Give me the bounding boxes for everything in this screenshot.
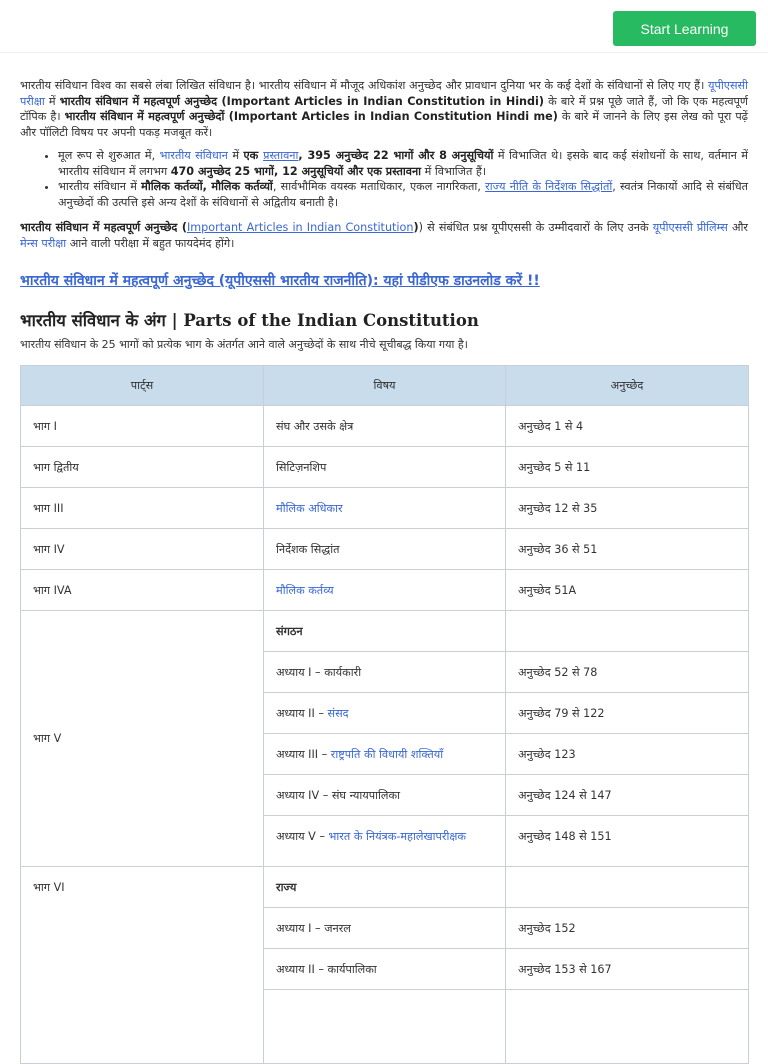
start-learning-button[interactable]: Start Learning	[613, 11, 756, 46]
top-header	[0, 0, 768, 53]
part-cell: भाग IVA	[21, 570, 264, 611]
intro-bold: भारतीय संविधान में महत्वपूर्ण अनुच्छेद (Important Articles in Indian Constitution in Hindi)	[59, 94, 544, 108]
pdf-download-link[interactable]: भारतीय संविधान में महत्वपूर्ण अनुच्छेद (यूपीएससी भारतीय राजनीति): यहां पीडीएफ डाउनलोड करें !!	[20, 273, 540, 289]
intro-text: के बारे में जानने के लिए इस लेख को पूरा पढ़ें और पॉलिटी विषय पर अपनी पकड़ मजबूत करें।	[20, 110, 748, 139]
para-text: आने वाली परीक्षा में बहुत फायदेमंद होंगे।	[66, 236, 235, 250]
para-bold: भारतीय संविधान में महत्वपूर्ण अनुच्छेद (	[20, 221, 187, 234]
bullet-text: , सार्वभौमिक वयस्क मताधिकार, एकल नागरिकता,	[272, 180, 486, 193]
part-cell: भाग द्वितीय	[21, 447, 264, 488]
bullet-text: में विभाजित हैं।	[421, 164, 487, 178]
intro-text: भारतीय संविधान विश्व का सबसे लंबा लिखित संविधान है। भारतीय संविधान में मौजूद अधिकांश अनुच्छेद और प्रावधान दुनिया भर के कई देशों के संविधानों से लिए गए हैं।	[20, 79, 709, 92]
subject-prefix: अध्याय II –	[276, 707, 328, 720]
subject-cell: राज्य	[264, 867, 506, 908]
upsc-exam-link[interactable]: यूपीएससी परीक्षा	[20, 79, 748, 108]
fundamental-duties-link[interactable]: मौलिक कर्तव्य	[276, 584, 334, 597]
articles-cell	[506, 867, 749, 908]
subject-cell	[264, 734, 506, 775]
bullet-bold: मौलिक कर्तव्यों, मौलिक कर्तव्यों	[141, 180, 273, 193]
part-cell: भाग VI	[21, 867, 264, 1064]
bullet-text: , स्वतंत्र निकायों आदि से संबंधित अनुच्छेदों की उत्पत्ति इसे अन्य देशों के संविधानों से अद्वितीय बनाती है।	[58, 180, 748, 209]
subject-prefix: अध्याय III –	[276, 748, 331, 761]
subject-cell: निर्देशक सिद्धांत	[264, 529, 506, 570]
articles-cell: अनुच्छेद 123	[506, 734, 749, 775]
articles-cell: अनुच्छेद 153 से 167	[506, 949, 749, 990]
part-cell: भाग V	[21, 611, 264, 867]
articles-cell: अनुच्छेद 36 से 51	[506, 529, 749, 570]
para-text: ) से संबंधित प्रश्न यूपीएससी के उम्मीदवारों के लिए उनके	[418, 221, 653, 234]
bullet-bold: , 395 अनुच्छेद 22 भागों और 8 अनुसूचियों	[298, 149, 494, 162]
subject-cell: संगठन	[264, 611, 506, 652]
subject-cell	[264, 816, 506, 867]
subject-cell: अध्याय I – कार्यकारी	[264, 652, 506, 693]
bullet-text: में	[227, 149, 244, 162]
column-header-parts: पार्ट्स	[21, 366, 264, 406]
directive-principles-link[interactable]: राज्य नीति के निर्देशक सिद्धांतों	[485, 180, 613, 193]
bullet-text: भारतीय संविधान में	[58, 180, 142, 193]
bullet-bold: 470 अनुच्छेद 25 भागों, 12 अनुसूचियों और एक प्रस्तावना	[170, 164, 422, 178]
facts-list	[20, 148, 748, 210]
articles-cell: अनुच्छेद 124 से 147	[506, 775, 749, 816]
bullet-text: मूल रूप से शुरुआत में,	[58, 149, 160, 162]
subject-cell: अध्याय I – जनरल	[264, 908, 506, 949]
table-row	[21, 867, 749, 908]
mains-exam-link[interactable]: मेन्स परीक्षा	[20, 236, 67, 250]
part-cell: भाग III	[21, 488, 264, 529]
list-item	[58, 148, 748, 179]
subject-cell: सिटिज़नशिप	[264, 447, 506, 488]
column-header-subject: विषय	[264, 366, 506, 406]
section-title: भारतीय संविधान के अंग | Parts of the Indian Constitution	[20, 311, 479, 330]
articles-cell: अनुच्छेद 152	[506, 908, 749, 949]
intro-text: में	[44, 94, 60, 108]
intro-text: के बारे में प्रश्न पूछे जाते हैं, जो कि एक महत्वपूर्ण टॉपिक है।	[20, 94, 748, 123]
cag-link[interactable]: भारत के नियंत्रक-महालेखापरीक्षक	[328, 830, 466, 843]
articles-cell: अनुच्छेद 1 से 4	[506, 406, 749, 447]
articles-cell: अनुच्छेद 148 से 151	[506, 816, 749, 867]
fundamental-rights-link[interactable]: मौलिक अधिकार	[276, 502, 343, 515]
part-cell: भाग I	[21, 406, 264, 447]
subject-prefix: अध्याय V –	[276, 830, 329, 843]
section-subtitle: भारतीय संविधान के 25 भागों को प्रत्येक भाग के अंतर्गत आने वाले अनुच्छेदों के साथ नीचे सूचीबद्ध किया गया है।	[20, 338, 468, 351]
subject-cell: अध्याय IV – संघ न्यायपालिका	[264, 775, 506, 816]
subject-cell	[264, 570, 506, 611]
articles-cell	[506, 990, 749, 1064]
president-legislative-powers-link[interactable]: राष्ट्रपति की विधायी शक्तियाँ	[330, 748, 444, 761]
subject-cell	[264, 488, 506, 529]
table-row	[21, 611, 749, 652]
column-header-articles: अनुच्छेद	[506, 366, 749, 406]
list-item	[58, 179, 748, 210]
table-row	[21, 529, 749, 570]
subject-cell: संघ और उसके क्षेत्र	[264, 406, 506, 447]
article-content	[20, 78, 748, 352]
table-row	[21, 447, 749, 488]
intro-bold: भारतीय संविधान में महत्वपूर्ण अनुच्छेदों (Important Articles in Indian Constitution Hindi me)	[64, 110, 558, 123]
indian-constitution-link[interactable]: भारतीय संविधान	[159, 149, 228, 162]
bullet-text: में विभाजित थे। इसके बाद कई संशोधनों के साथ, वर्तमान में भारतीय संविधान में लगभग	[58, 149, 748, 178]
table-row	[21, 406, 749, 447]
intro-paragraph	[20, 78, 748, 140]
parts-table	[20, 365, 749, 1064]
table-header-row	[21, 366, 749, 406]
table-row	[21, 488, 749, 529]
articles-cell: अनुच्छेद 52 से 78	[506, 652, 749, 693]
table-row	[21, 570, 749, 611]
importance-paragraph: भारतीय संविधान में महत्वपूर्ण अनुच्छेद (Important Articles in Indian Constitution)) से संबंधित प्रश्न यूपीएससी के उम्मीदवारों के लिए उनके यूपीएससी प्रीलिम्स और मेन्स परीक्षा आने वाली परीक्षा में बहुत फायदेमंद होंगे।	[20, 221, 749, 250]
articles-cell: अनुच्छेद 51A	[506, 570, 749, 611]
bullet-bold: एक	[243, 149, 264, 162]
parliament-link[interactable]: संसद	[327, 707, 349, 720]
subject-cell	[264, 693, 506, 734]
para-text: और	[727, 221, 749, 234]
upsc-prelims-link[interactable]: यूपीएससी प्रीलिम्स	[652, 221, 728, 234]
articles-cell: अनुच्छेद 5 से 11	[506, 447, 749, 488]
articles-cell: अनुच्छेद 12 से 35	[506, 488, 749, 529]
preamble-link[interactable]: प्रस्तावना	[263, 149, 299, 162]
articles-cell	[506, 611, 749, 652]
subject-cell: अध्याय II – कार्यपालिका	[264, 949, 506, 990]
important-articles-link[interactable]: Important Articles in Indian Constitution	[186, 221, 414, 234]
articles-cell: अनुच्छेद 79 से 122	[506, 693, 749, 734]
part-cell: भाग IV	[21, 529, 264, 570]
subject-cell	[264, 990, 506, 1064]
